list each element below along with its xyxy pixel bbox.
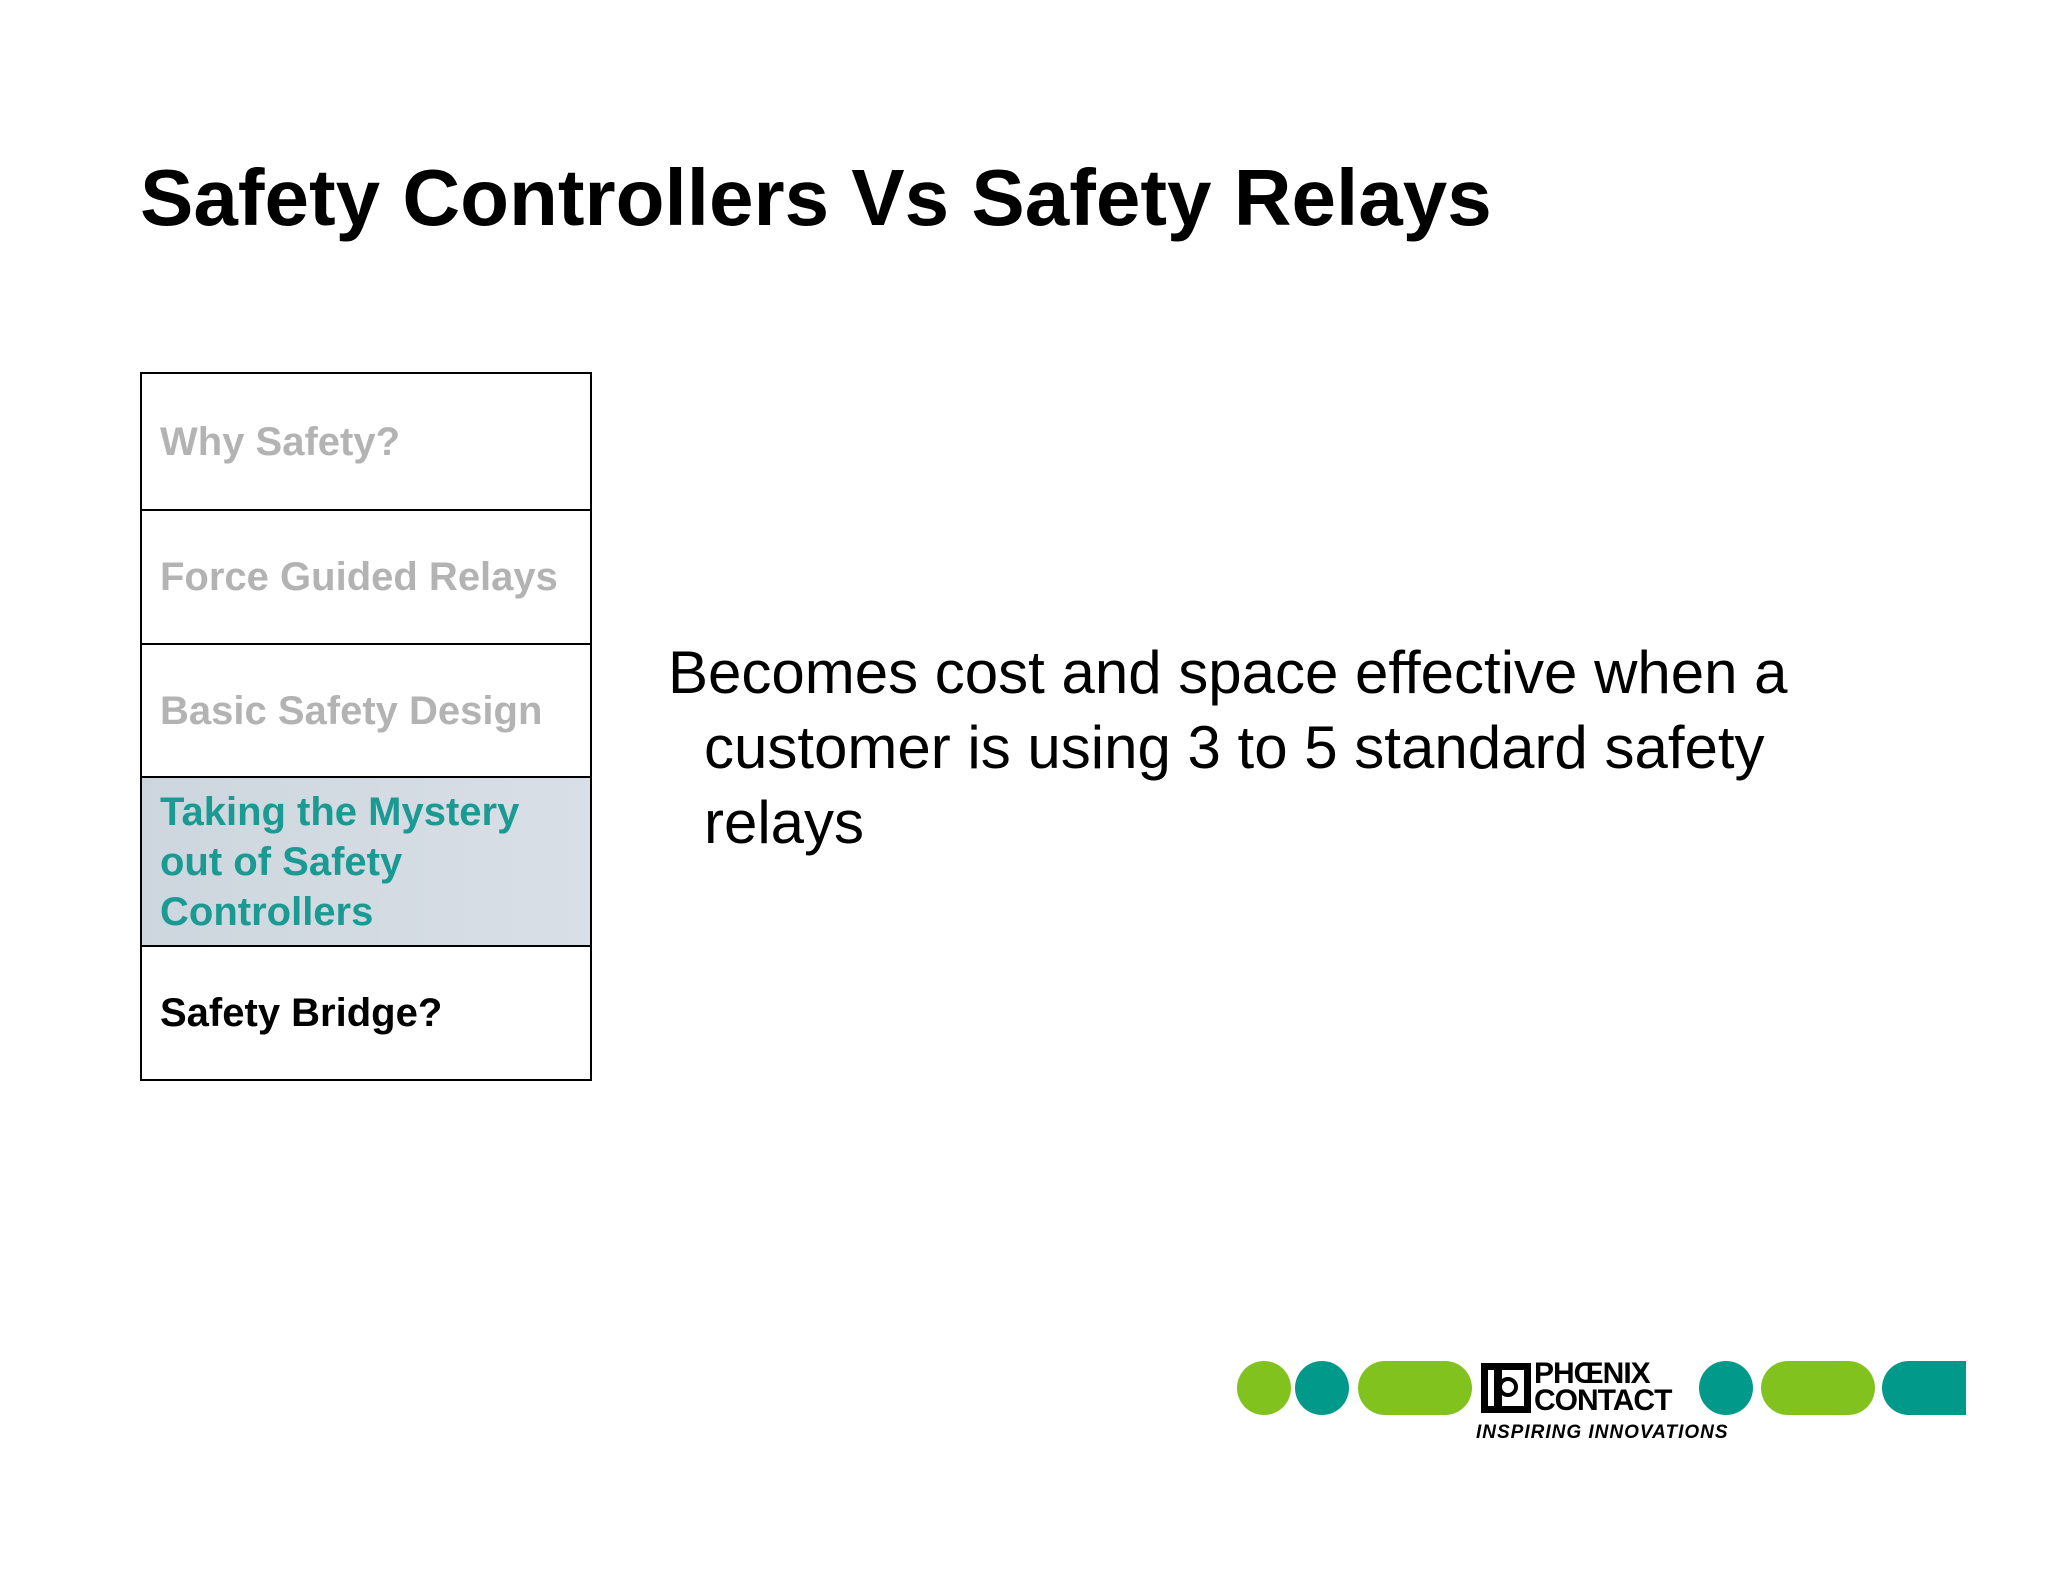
phoenix-contact-logo bbox=[1236, 1357, 1966, 1460]
logo-pill-teal-partial bbox=[1882, 1361, 1966, 1415]
logo-brand-line1: PHŒNIX bbox=[1534, 1357, 1650, 1390]
logo-brand-line2: CONTACT bbox=[1534, 1384, 1672, 1417]
logo-dot-teal-1 bbox=[1295, 1361, 1349, 1415]
logo-pill-green-1 bbox=[1358, 1361, 1472, 1415]
agenda-item-safety-bridge: Safety Bridge? bbox=[160, 991, 443, 1035]
agenda-item-why-safety: Why Safety? bbox=[142, 374, 590, 511]
logo-wordmark bbox=[1476, 1357, 1726, 1420]
slide-title: Safety Controllers Vs Safety Relays bbox=[140, 153, 1492, 242]
logo-pill-green-2 bbox=[1761, 1361, 1875, 1415]
agenda-nav bbox=[140, 372, 592, 1081]
logo-dot-green-1 bbox=[1237, 1361, 1291, 1415]
logo-tagline: INSPIRING INNOVATIONS bbox=[1476, 1422, 1729, 1443]
agenda-item-safety-controllers-current: Taking the Mystery out of Safety Controllers bbox=[142, 778, 590, 947]
agenda-item-force-guided-relays: Force Guided Relays bbox=[142, 511, 590, 645]
agenda-item-basic-safety-design: Basic Safety Design bbox=[142, 645, 590, 778]
body-text: Becomes cost and space effective when a customer is using 3 to 5 standard safety relays bbox=[668, 639, 1788, 856]
